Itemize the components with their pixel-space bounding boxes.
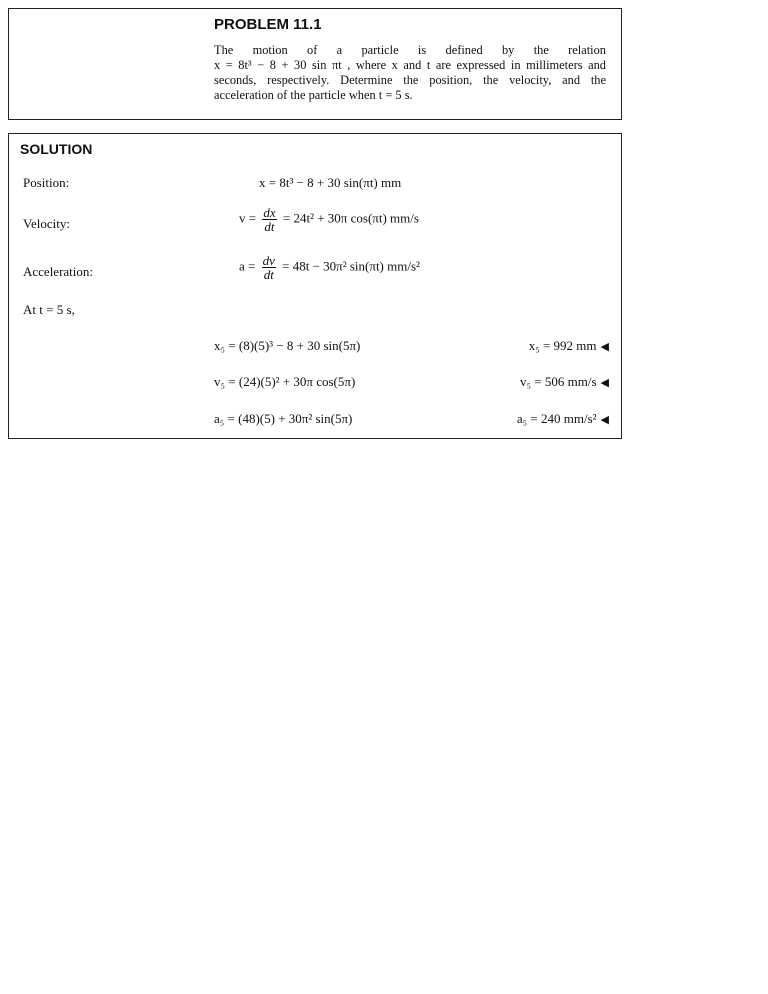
problem-line: x = 8t³ − 8 + 30 sin πt , where x and t are expressed in millimeters and bbox=[214, 58, 606, 72]
acceleration-fraction-numerator: dv bbox=[262, 253, 275, 268]
acceleration-rhs: = 48t − 30π² sin(πt) mm/s² bbox=[282, 258, 420, 274]
acceleration-lhs: a = bbox=[239, 258, 256, 274]
answer-marker-icon: ◀ bbox=[600, 341, 609, 353]
v5-answer-text: v₅ = 506 mm/s bbox=[520, 374, 597, 389]
velocity-label: Velocity: bbox=[23, 216, 70, 231]
solution-title: SOLUTION bbox=[20, 141, 93, 157]
acceleration-fraction bbox=[262, 254, 276, 281]
acceleration-label: Acceleration: bbox=[23, 264, 94, 279]
velocity-equation bbox=[239, 206, 419, 233]
solution-box bbox=[8, 133, 622, 439]
a5-equation: a₅ = (48)(5) + 30π² sin(5π) bbox=[214, 411, 353, 426]
position-equation: x = 8t³ − 8 + 30 sin(πt) mm bbox=[259, 175, 402, 190]
problem-box bbox=[8, 8, 622, 120]
a5-answer-text: a₅ = 240 mm/s² bbox=[516, 411, 597, 426]
position-label: Position: bbox=[23, 175, 70, 190]
velocity-rhs: = 24t² + 30π cos(πt) mm/s bbox=[282, 210, 419, 226]
problem-line: seconds, respectively. Determine the position, the velocity, and the bbox=[214, 73, 606, 87]
velocity-fraction-denominator: dt bbox=[264, 219, 275, 234]
v5-answer bbox=[520, 374, 609, 390]
answer-marker-icon: ◀ bbox=[600, 377, 609, 389]
velocity-lhs: v = bbox=[239, 210, 257, 226]
velocity-fraction-numerator: dx bbox=[263, 205, 276, 220]
x5-answer bbox=[529, 338, 609, 354]
x5-equation: x₅ = (8)(5)³ − 8 + 30 sin(5π) bbox=[214, 338, 361, 353]
problem-statement bbox=[214, 43, 606, 103]
x5-answer-text: x₅ = 992 mm bbox=[528, 338, 597, 353]
acceleration-fraction-denominator: dt bbox=[263, 267, 274, 282]
problem-line: acceleration of the particle when t = 5 s. bbox=[214, 88, 413, 102]
acceleration-equation bbox=[239, 254, 420, 281]
problem-line: The motion of a particle is defined by the relation bbox=[214, 43, 606, 57]
velocity-fraction bbox=[262, 206, 276, 233]
v5-equation: v₅ = (24)(5)² + 30π cos(5π) bbox=[214, 374, 356, 389]
at-time-label: At t = 5 s, bbox=[23, 302, 75, 317]
a5-answer bbox=[517, 411, 609, 427]
problem-title: PROBLEM 11.1 bbox=[214, 16, 322, 33]
answer-marker-icon: ◀ bbox=[600, 414, 609, 426]
